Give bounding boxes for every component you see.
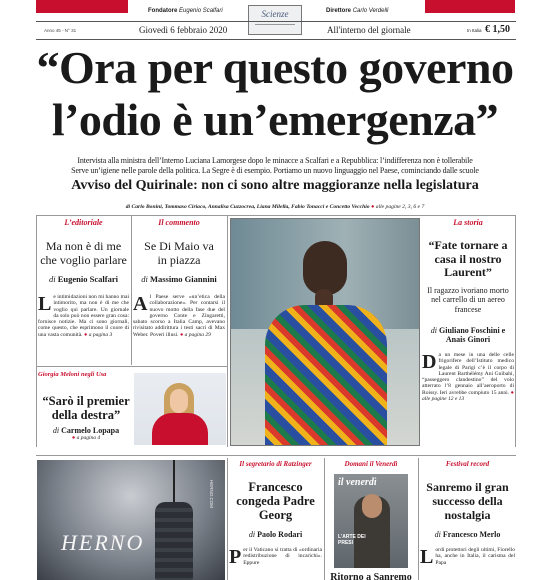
lower-rule-top xyxy=(36,455,516,456)
comment-dropcap: A xyxy=(133,293,148,315)
story-body xyxy=(422,352,514,402)
editorial-title[interactable]: Ma non è di me che voglio parlare xyxy=(40,239,127,267)
meloni-page: ● a pagina 4 xyxy=(71,435,101,441)
editorial-text: e intimidazioni non mi hanno mai intimorito, ma non è di me che voglio qui parlare. Un giornale da solo può non essere gran cosa: fornisce notizie. Ma ci sono giornali, come questo, che esprimono il cuore di una vasta comunità. xyxy=(38,294,130,338)
ratzinger-body xyxy=(229,547,322,566)
scienze-badge xyxy=(248,5,302,35)
ratzinger-dropcap: P xyxy=(229,546,242,568)
director-label: Direttore xyxy=(326,8,352,14)
editorial-author: Eugenio Scalfari xyxy=(57,274,118,284)
comment-title[interactable]: Se Di Maio va in piazza xyxy=(144,239,214,267)
director-name: Carlo Verdelli xyxy=(352,8,389,14)
comment-byline xyxy=(133,274,225,284)
boy-shirt xyxy=(265,305,387,446)
story-authors: Giuliano Foschini e Anais Ginori xyxy=(439,326,506,344)
comment-text: l Paese serve «un’etica della collaborazione». Per contarsi il nuovo motto della fase due del governo Conte e Zingaretti, sabato scorso a Italia Camp, avevano rivisitato addirittura i testi sacri di Max Weber. Poveri illusi. xyxy=(133,294,225,338)
meloni-author: Carmelo Lopapa xyxy=(61,426,120,435)
venerdi-block xyxy=(326,460,416,580)
ad-side-text: HERNO.COM xyxy=(209,480,214,508)
ratzinger-text: er il Vaticano si tratta di «ordinaria redistribuzione di incarichi». Eppure xyxy=(243,547,322,566)
venerdi-bottom: Ritorno a Sanremo xyxy=(330,572,412,580)
venerdi-kicker: Domani il Venerdì xyxy=(344,460,398,468)
festival-byline xyxy=(420,530,515,539)
headline-authors: di Carlo Bonini, Tommaso Ciriaco, Annalisa Cuzzocrea, Liana Milella, Fabio Tonacci e Concetto Vecchio xyxy=(125,204,370,210)
meloni-photo xyxy=(134,373,226,445)
headline-subhead: Avviso del Quirinale: non ci sono altre maggioranze nella legislatura xyxy=(71,178,479,193)
venerdi-cover[interactable] xyxy=(334,474,408,568)
ratzinger-title[interactable]: Francesco congeda Padre Georg xyxy=(236,480,315,522)
headline-byline xyxy=(30,204,520,210)
scienze-label: Scienze xyxy=(261,9,289,19)
scienze-rule xyxy=(255,24,295,25)
comment-page: ● a pagina 29 xyxy=(179,331,211,338)
venerdi-face xyxy=(362,494,382,518)
lower-rule-3 xyxy=(418,458,419,580)
story-by: di xyxy=(430,326,437,335)
ratzinger-byline xyxy=(229,530,322,539)
venerdi-masthead: il venerdì xyxy=(338,477,377,488)
meloni-rule-top xyxy=(36,366,227,367)
meloni-title[interactable]: “Sarò il premier della destra” xyxy=(42,394,130,422)
column-rule-2 xyxy=(227,215,228,447)
story-byline xyxy=(422,326,514,344)
comment-by: di xyxy=(141,274,148,284)
herno-ad[interactable] xyxy=(37,460,225,580)
section-rule-top xyxy=(36,215,516,216)
column-rule-left xyxy=(36,215,37,447)
editorial-body xyxy=(38,294,129,338)
story-kicker: La storia xyxy=(453,218,483,227)
meloni-by: di xyxy=(52,426,60,435)
meloni-kicker: Giorgia Meloni negli Usa xyxy=(38,371,107,378)
founder-line xyxy=(148,8,248,14)
festival-dropcap: L xyxy=(420,546,434,568)
editorial-block xyxy=(38,218,129,338)
main-headline-line2: l’odio è un’emergenza” xyxy=(51,94,499,145)
ratzinger-author: Paolo Rodari xyxy=(257,530,303,539)
festival-body xyxy=(420,547,515,566)
founder-name: Eugenio Scalfari xyxy=(179,8,223,14)
masthead-red-right xyxy=(425,0,515,13)
story-dropcap: D xyxy=(422,351,437,373)
story-deck: Il ragazzo ivoriano morto nel carrello di un aereo francese xyxy=(427,285,509,314)
lower-rule-1 xyxy=(227,458,228,580)
headline-deck-1: Intervista alla ministra dell’Interno Luciana Lamorgese dopo le minacce a Scalfari e a Repubblica: l’indifferenza non è tollerabile xyxy=(77,156,473,165)
meloni-jacket xyxy=(152,413,208,445)
boy-head xyxy=(303,241,347,295)
editorial-dropcap: L xyxy=(38,293,52,315)
comment-kicker: Il commento xyxy=(158,218,200,227)
price: € 1,50 xyxy=(485,24,510,35)
laurent-photo xyxy=(230,218,420,446)
story-title[interactable]: “Fate tornare a casa il nostro Laurent” xyxy=(428,238,508,279)
meloni-face xyxy=(170,389,188,413)
ratzinger-kicker: Il segretario di Ratzinger xyxy=(239,460,312,468)
festival-block xyxy=(420,460,515,566)
director-line xyxy=(326,8,426,14)
column-rule-1 xyxy=(131,215,132,365)
festival-title[interactable]: Sanremo il gran successo della nostalgia xyxy=(426,480,509,522)
red-bullet-icon: ● xyxy=(370,204,375,210)
headline-pages: alle pagine 2, 3, 6 e 7 xyxy=(375,204,425,210)
headline-deck-2: Serve un’igiene nelle parole della politica. La Segre è di esempio. Portiamo un nuovo linguaggio nel Paese, cominciando dalle scuole xyxy=(71,166,479,175)
story-text: a un mese in una delle celle frigorifere dell’Istituto medico legale di Parigi c’è il corpo di Laurent Barthélémy Ani Guibahi, “passeggero clandestino” del volo atterrato l’8 gennaio all’aeroporto di Roissy. Ieri avrebbe compiuto 15 anni. xyxy=(422,352,514,396)
festival-author: Francesco Merlo xyxy=(442,530,501,539)
comment-author: Massimo Giannini xyxy=(149,274,217,284)
festival-by: di xyxy=(434,530,441,539)
editorial-by: di xyxy=(49,274,56,284)
column-rule-right xyxy=(515,215,516,447)
masthead-red-left xyxy=(36,0,128,13)
editorial-kicker: L’editoriale xyxy=(64,218,103,227)
ad-hanger xyxy=(173,460,175,504)
meloni-block xyxy=(38,371,226,445)
venerdi-cover-text: L'ARTE DEI PRESI xyxy=(338,534,366,546)
ratzinger-block xyxy=(229,460,322,566)
festival-text: ordi protettori degli ultimi, Fiorello ha, anche in Italia, il carisma del Papa xyxy=(435,547,515,566)
meloni-byline xyxy=(38,426,134,435)
issue-number: Anno 45 - N° 31 xyxy=(44,28,77,33)
main-headline-line1: “Ora per questo governo xyxy=(36,42,514,93)
ad-jacket xyxy=(155,502,193,580)
comment-body xyxy=(133,294,225,338)
story-page: ● alle pagine 12 e 13 xyxy=(422,389,514,403)
festival-kicker: Festival record xyxy=(445,460,490,468)
ad-brand: HERNO xyxy=(61,530,145,555)
story-block xyxy=(422,218,514,402)
date-bar-bottom-rule xyxy=(36,39,516,40)
editorial-byline xyxy=(38,274,129,284)
lower-rule-2 xyxy=(324,458,325,580)
comment-block xyxy=(133,218,225,338)
ratzinger-by: di xyxy=(248,530,256,539)
founder-label: Fondatore xyxy=(148,8,178,14)
editorial-page: ● a pagina 3 xyxy=(84,331,113,338)
inside-label: All'interno del giornale xyxy=(327,25,411,35)
issue-date: Giovedì 6 febbraio 2020 xyxy=(139,25,228,35)
date-bar-top-rule xyxy=(36,21,516,22)
price-label: In Italia xyxy=(467,28,482,33)
